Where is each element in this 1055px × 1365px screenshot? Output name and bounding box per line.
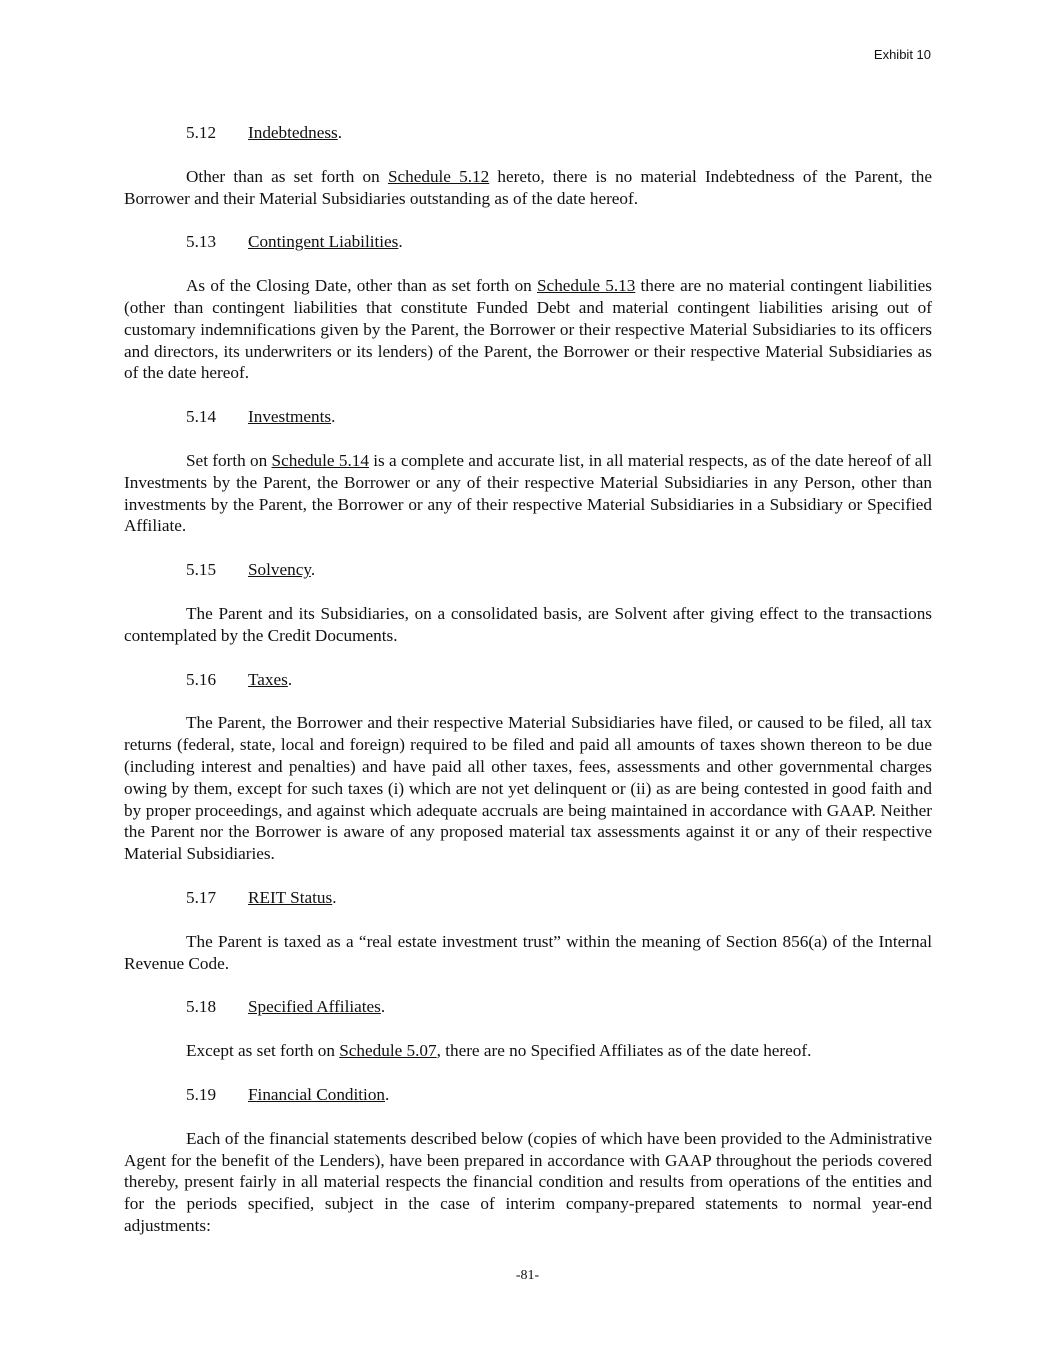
section-title: Contingent Liabilities	[248, 232, 399, 252]
section-heading-5-17: 5.17 REIT Status.	[186, 887, 337, 907]
section-heading-5-18: 5.18 Specified Affiliates.	[186, 997, 386, 1017]
paragraph-text: Except as set forth on	[186, 1041, 340, 1061]
section-title: REIT Status	[248, 887, 333, 907]
section-paragraph-5-12	[124, 166, 932, 210]
section-heading-5-14: 5.14 Investments.	[186, 407, 336, 427]
section-paragraph-5-13	[124, 275, 932, 384]
section-paragraph-5-17: The Parent is taxed as a “real estate investment trust” within the meaning of Section 856(a) of the Internal Revenue Code.	[124, 931, 932, 973]
section-title: Taxes	[248, 669, 288, 689]
section-paragraph-5-19: Each of the financial statements described below (copies of which have been provided to the Administrative Agent for the benefit of the Lenders), have been prepared in accordance with GAAP throughout the periods covered thereby, present fairly in all material respects the financial condition and results from operations of the entities and for the periods specified, subject in the case of interim company-prepared statements to normal year-end adjustments:	[124, 1128, 932, 1235]
section-heading-5-15: 5.15 Solvency.	[186, 560, 316, 580]
section-title: Specified Affiliates	[248, 997, 381, 1017]
paragraph-text: As of the Closing Date, other than as set forth on	[186, 276, 537, 296]
section-heading-5-12: 5.12 Indebtedness.	[186, 123, 343, 142]
section-title: Investments	[248, 407, 332, 427]
schedule-reference: Schedule 5.12	[387, 166, 490, 186]
schedule-reference: Schedule 5.13	[537, 276, 636, 296]
paragraph-text: is a complete and accurate list, in all material respects, as of the date hereof of all Investments by the Parent, the Borrower or any of their respective Material Subsidiaries in any Person, other than investments by the Parent, the Borrower or any of their respective Material Subsidiaries in a Subsidiary or Specified Affiliate.	[124, 450, 932, 536]
section-number: 5.12	[186, 123, 217, 142]
paragraph-text: , there are no Specified Affiliates as of the date hereof.	[436, 1041, 812, 1061]
section-number: 5.13	[186, 232, 217, 252]
section-number: 5.16	[186, 669, 217, 689]
paragraph-text: Other than as set forth on	[186, 166, 388, 186]
section-title: Indebtedness	[248, 123, 338, 142]
schedule-reference: Schedule 5.14	[271, 450, 369, 470]
section-title: Financial Condition	[248, 1084, 386, 1104]
exhibit-label: Exhibit 10	[873, 47, 931, 62]
section-paragraph-5-16: The Parent, the Borrower and their respective Material Subsidiaries have filed, or caused to be filed, all tax returns (federal, state, local and foreign) required to be filed and paid all amounts of taxes shown thereon to be due (including interest and penalties) and have paid all other taxes, fees, assessments and other governmental charges owing by them, except for such taxes (i) which are not yet delinquent or (ii) as are being contested in good faith and by proper proceedings, and against which adequate accruals are being maintained in accordance with GAAP. Neither the Parent nor the Borrower is aware of any proposed material tax assessments against it or any of their respective Material Subsidiaries.	[124, 713, 932, 864]
section-paragraph-5-18	[124, 1040, 932, 1062]
section-title: Solvency	[248, 560, 311, 580]
section-paragraph-5-15: The Parent and its Subsidiaries, on a consolidated basis, are Solvent after giving effect to the transactions contemplated by the Credit Documents.	[124, 603, 932, 645]
section-heading-5-13: 5.13 Contingent Liabilities.	[186, 232, 403, 252]
section-heading-5-16: 5.16 Taxes.	[186, 669, 293, 689]
page-number: -81-	[515, 1268, 540, 1283]
section-number: 5.14	[186, 407, 217, 427]
section-number: 5.15	[186, 560, 217, 580]
section-number: 5.17	[186, 887, 217, 907]
paragraph-text: Set forth on	[186, 450, 272, 470]
section-number: 5.19	[186, 1084, 217, 1104]
paragraph-text: hereto, there is no material Indebtedness of the Parent, the Borrower and their Material Subsidiaries outstanding as of the date hereof.	[124, 166, 932, 208]
document-body	[124, 122, 932, 1259]
section-paragraph-5-14	[124, 450, 932, 537]
section-heading-5-19: 5.19 Financial Condition.	[186, 1084, 390, 1104]
paragraph-text: there are no material contingent liabilities (other than contingent liabilities that constitute Funded Debt and material contingent liabilities arising out of customary indemnifications given by the Parent, the Borrower or their respective Material Subsidiaries to its officers and directors, its underwriters or its lenders) of the Parent, the Borrower or their respective Material Subsidiaries as of the date hereof.	[124, 276, 932, 383]
schedule-reference: Schedule 5.07	[339, 1041, 437, 1061]
section-number: 5.18	[186, 997, 217, 1017]
